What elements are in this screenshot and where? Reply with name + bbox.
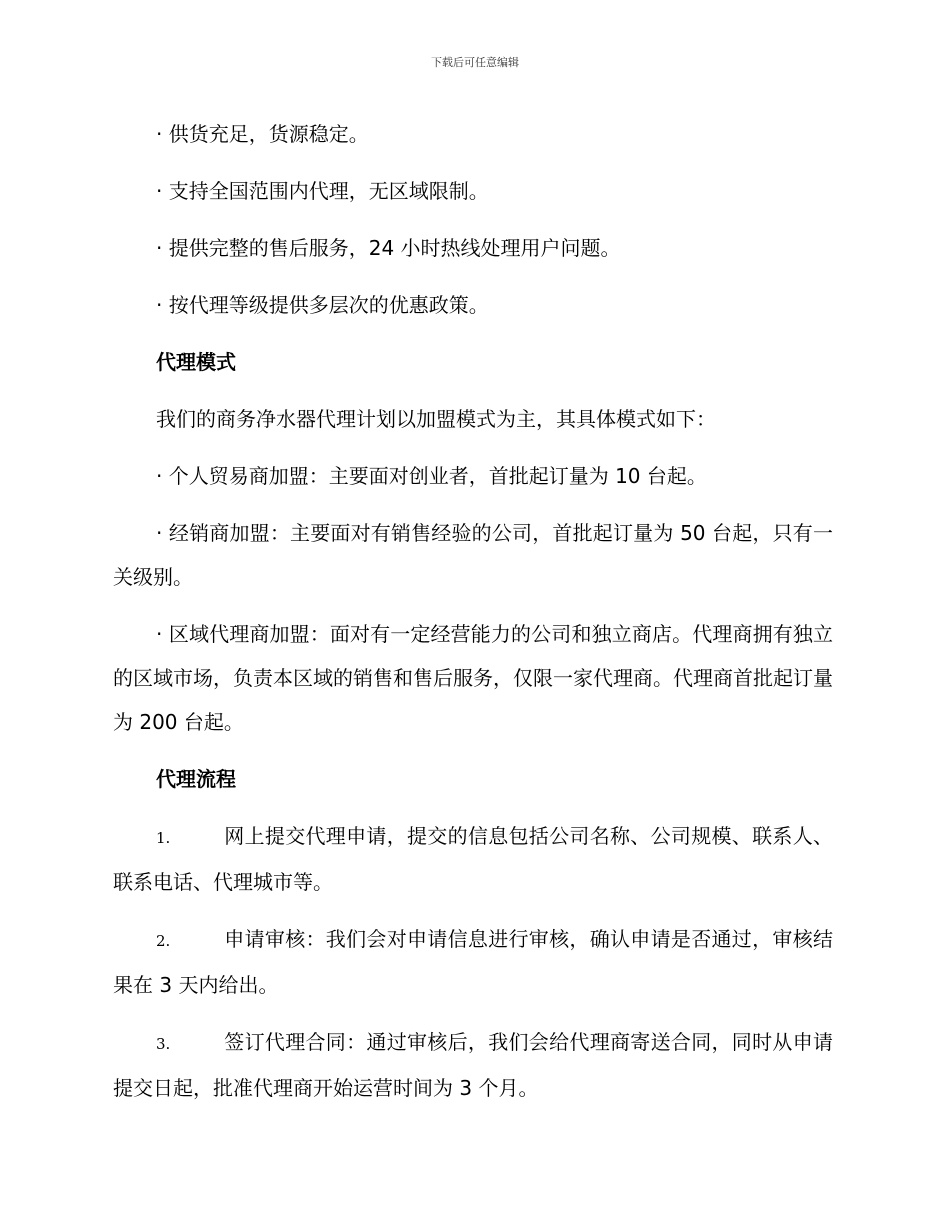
step-number: 3.	[156, 1035, 171, 1053]
mode-item-dealer: · 经销商加盟：主要面对有销售经验的公司，首批起订量为 50 台起，只有一关级别。	[113, 521, 833, 589]
step-number: 2.	[156, 932, 171, 950]
step-text: 网上提交代理申请，提交的信息包括公司名称、公司规模、联系人、联系电话、代理城市等。	[113, 824, 833, 894]
document-body	[113, 112, 833, 1123]
process-step	[113, 1020, 833, 1110]
step-number: 1.	[156, 829, 171, 847]
process-step	[113, 917, 833, 1007]
mode-item-regional: · 区域代理商加盟：面对有一定经营能力的公司和独立商店。代理商拥有独立的区域市场，负责本区域的销售和售后服务，仅限一家代理商。代理商首批起订量为 200 台起。	[113, 622, 833, 734]
bullet-after-sales: · 提供完整的售后服务，24 小时热线处理用户问题。	[156, 236, 621, 260]
mode-intro: 我们的商务净水器代理计划以加盟模式为主，其具体模式如下：	[156, 407, 716, 431]
mode-item-individual: · 个人贸易商加盟：主要面对创业者，首批起订量为 10 台起。	[156, 464, 707, 488]
header-note: 下载后可任意编辑	[431, 56, 519, 69]
section-heading-mode: 代理模式	[156, 350, 236, 374]
bullet-supply: · 供货充足，货源稳定。	[156, 122, 369, 146]
section-heading-process: 代理流程	[156, 767, 236, 791]
bullet-nationwide: · 支持全国范围内代理，无区域限制。	[156, 179, 489, 203]
bullet-discount: · 按代理等级提供多层次的优惠政策。	[156, 293, 489, 317]
process-step	[113, 814, 833, 904]
step-text: 申请审核：我们会对申请信息进行审核，确认申请是否通过，审核结果在 3 天内给出。	[113, 927, 833, 997]
step-text: 签订代理合同：通过审核后，我们会给代理商寄送合同，同时从申请提交日起，批准代理商开始运营时间为 3 个月。	[113, 1030, 833, 1100]
